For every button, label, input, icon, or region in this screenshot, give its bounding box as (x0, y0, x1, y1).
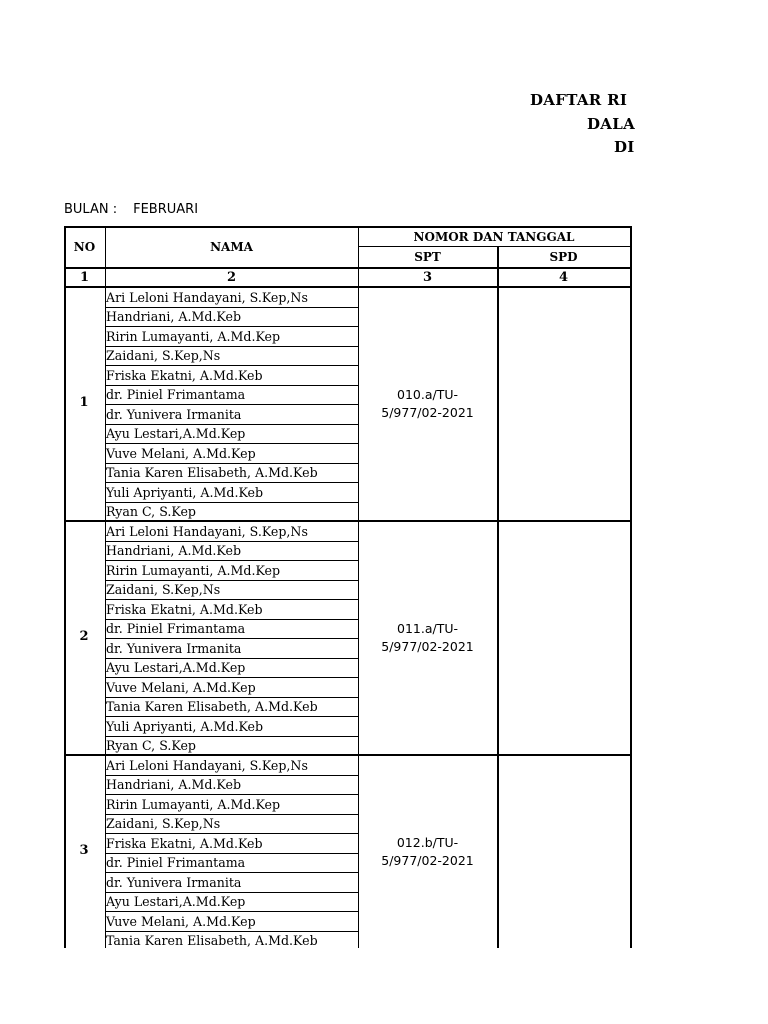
spt-number-line-2: 5/977/02-2021 (381, 405, 474, 420)
nama-cell: Ayu Lestari,A.Md.Kep (106, 660, 246, 675)
no-cell: 1 (79, 395, 89, 410)
nama-cell: Yuli Apriyanti, A.Md.Keb (106, 484, 264, 500)
document-title-line-1: DAFTAR RI (530, 91, 628, 109)
nama-cell: Ririn Lumayanti, A.Md.Kep (106, 328, 281, 344)
nama-cell: dr. Piniel Frimantama (106, 387, 246, 402)
nama-cell: Friska Ekatni, A.Md.Keb (106, 601, 263, 617)
nama-cell: Handriani, A.Md.Keb (106, 309, 242, 324)
column-border-left (64, 226, 66, 948)
nama-cell: Tania Karen Elisabeth, A.Md.Keb (106, 699, 318, 714)
spt-number-line-2: 5/977/02-2021 (381, 852, 474, 868)
nama-cell: Ari Leloni Handayani, S.Kep,Ns (106, 523, 308, 539)
nama-cell: Ayu Lestari,A.Md.Kep (106, 426, 246, 441)
nama-cell: dr. Yunivera Irmanita (106, 640, 242, 656)
header-nama: NAMA (210, 240, 253, 254)
document-title-line-2: DALA (587, 115, 636, 133)
nama-cell: Friska Ekatni, A.Md.Keb (106, 367, 263, 383)
nama-cell: Handriani, A.Md.Keb (106, 777, 242, 792)
month-value: FEBRUARI (133, 202, 199, 217)
nama-cell: dr. Piniel Frimantama (106, 621, 246, 636)
spt-number-line-1: 010.a/TU- (397, 387, 458, 402)
no-cell: 3 (79, 842, 89, 858)
nama-cell: Zaidani, S.Kep,Ns (106, 348, 221, 363)
spt-number-line-2: 5/977/02-2021 (381, 639, 474, 654)
spt-number-line-1: 011.a/TU- (397, 621, 458, 636)
column-border-spt-spd (497, 246, 499, 948)
nama-cell: Ririn Lumayanti, A.Md.Kep (106, 796, 281, 812)
header-no: NO (73, 240, 96, 254)
nama-cell: dr. Yunivera Irmanita (106, 874, 242, 890)
nama-cell: Friska Ekatni, A.Md.Keb (106, 835, 263, 851)
nama-cell: dr. Piniel Frimantama (106, 855, 246, 870)
column-number-1: 1 (79, 270, 90, 285)
spt-number-line-1: 012.b/TU- (396, 834, 459, 850)
header-spd: SPD (549, 250, 578, 264)
nama-cell: Ari Leloni Handayani, S.Kep,Ns (106, 757, 308, 773)
nama-cell: Ririn Lumayanti, A.Md.Kep (106, 562, 281, 578)
no-cell: 2 (79, 629, 89, 644)
column-border-right (630, 226, 632, 948)
month-label: BULAN : (64, 202, 118, 217)
month-info (64, 202, 198, 217)
column-number-3: 3 (422, 270, 433, 285)
nama-cell: Zaidani, S.Kep,Ns (106, 816, 221, 831)
nama-cell: Vuve Melani, A.Md.Kep (106, 445, 256, 461)
column-number-4: 4 (558, 270, 569, 285)
nama-cell: Yuli Apriyanti, A.Md.Keb (106, 718, 264, 734)
nama-cell: Zaidani, S.Kep,Ns (106, 582, 221, 597)
header-spt: SPT (414, 250, 441, 264)
nama-cell: Ayu Lestari,A.Md.Kep (106, 894, 246, 909)
nama-cell: Handriani, A.Md.Keb (106, 543, 242, 558)
spt-cell (359, 620, 496, 656)
nama-cell: Vuve Melani, A.Md.Kep (106, 679, 256, 695)
spt-cell (359, 834, 496, 870)
nama-cell: Tania Karen Elisabeth, A.Md.Keb (106, 933, 318, 948)
document-title-line-3: DI (614, 138, 635, 156)
nama-cell: Ryan C, S.Kep (106, 738, 196, 753)
nama-cell: dr. Yunivera Irmanita (106, 406, 242, 422)
spt-cell (359, 386, 496, 422)
column-number-2: 2 (226, 270, 237, 285)
nama-cell: Ryan C, S.Kep (106, 504, 196, 519)
header-nomor-dan-tanggal: NOMOR DAN TANGGAL (413, 230, 575, 244)
nama-cell: Ari Leloni Handayani, S.Kep,Ns (106, 289, 308, 305)
nama-cell: Vuve Melani, A.Md.Kep (106, 913, 256, 929)
nama-cell: Tania Karen Elisabeth, A.Md.Keb (106, 465, 318, 480)
